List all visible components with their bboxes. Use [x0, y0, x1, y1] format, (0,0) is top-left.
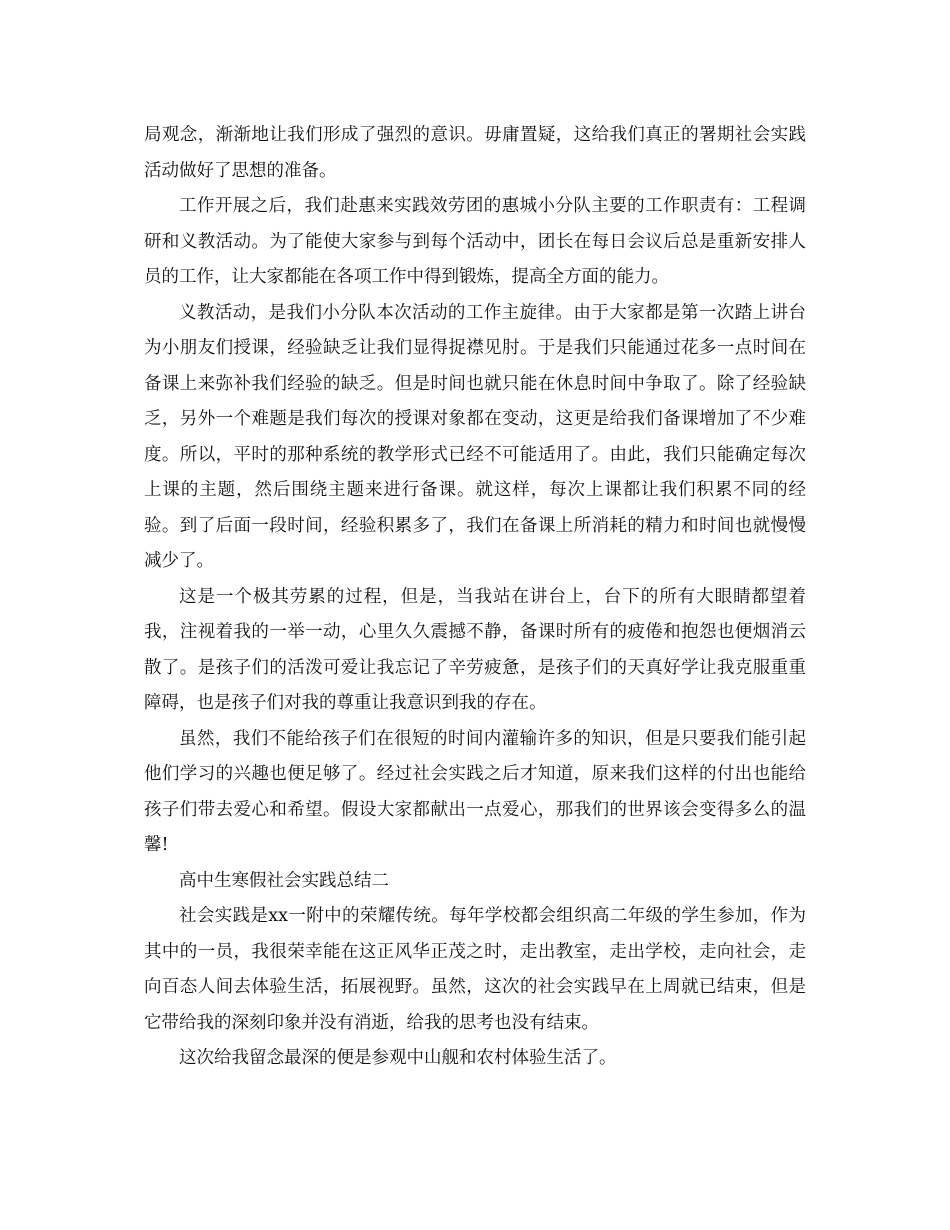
- paragraph-work-start: 工作开展之后，我们赴惠来实践效劳团的惠城小分队主要的工作职责有：工程调研和义教活动。为了能使大家参与到每个活动中，团长在每日会议后总是重新安排人员的工作，让大家都能在各项工作中得到锻炼，提高全方面的能力。: [144, 196, 806, 287]
- paragraph-social-practice: 社会实践是xx一附中的荣耀传统。每年学校都会组织高二年级的学生参加，作为其中的一员，我很荣幸能在这正风华正茂之时，走出教室，走出学校，走向社会，走向百态人间去体验生活，拓展视野。虽然，这次的社会实践早在上周就已结束，但是它带给我的深刻印象并没有消逝，给我的思考也没有结束。: [144, 906, 806, 1033]
- document-body: [144, 118, 806, 1077]
- paragraph-teaching-activity: 义教活动，是我们小分队本次活动的工作主旋律。由于大家都是第一次踏上讲台为小朋友们授课，经验缺乏让我们显得捉襟见肘。于是我们只能通过花多一点时间在备课上来弥补我们经验的缺乏。但是时间也就只能在休息时间中争取了。除了经验缺乏，另外一个难题是我们每次的授课对象都在变动，这更是给我们备课增加了不少难度。所以，平时的那种系统的教学形式已经不可能适用了。由此，我们只能确定每次上课的主题，然后围绕主题来进行备课。就这样，每次上课都让我们积累不同的经验。到了后面一段时间，经验积累多了，我们在备课上所消耗的精力和时间也就慢慢减少了。: [144, 302, 806, 571]
- paragraph-continued: 局观念，渐渐地让我们形成了强烈的意识。毋庸置疑，这给我们真正的署期社会实践活动做好了思想的准备。: [144, 125, 806, 181]
- paragraph-knowledge: 虽然，我们不能给孩子们在很短的时间内灌输许多的知识，但是只要我们能引起他们学习的兴趣也便足够了。经过社会实践之后才知道，原来我们这样的付出也能给孩子们带去爱心和希望。假设大家都献出一点爱心，那我们的世界该会变得多么的温馨!: [144, 728, 806, 855]
- paragraph-memorable: 这次给我留念最深的便是参观中山舰和农村体验生活了。: [179, 1048, 617, 1068]
- section-heading: 高中生寒假社会实践总结二: [179, 870, 389, 891]
- paragraph-tiring-process: 这是一个极其劳累的过程，但是，当我站在讲台上，台下的所有大眼睛都望着我，注视着我的一举一动，心里久久震撼不静，备课时所有的疲倦和抱怨也便烟消云散了。是孩子们的活泼可爱让我忘记了辛劳疲惫，是孩子们的天真好学让我克服重重障碍，也是孩子们对我的尊重让我意识到我的存在。: [144, 586, 806, 713]
